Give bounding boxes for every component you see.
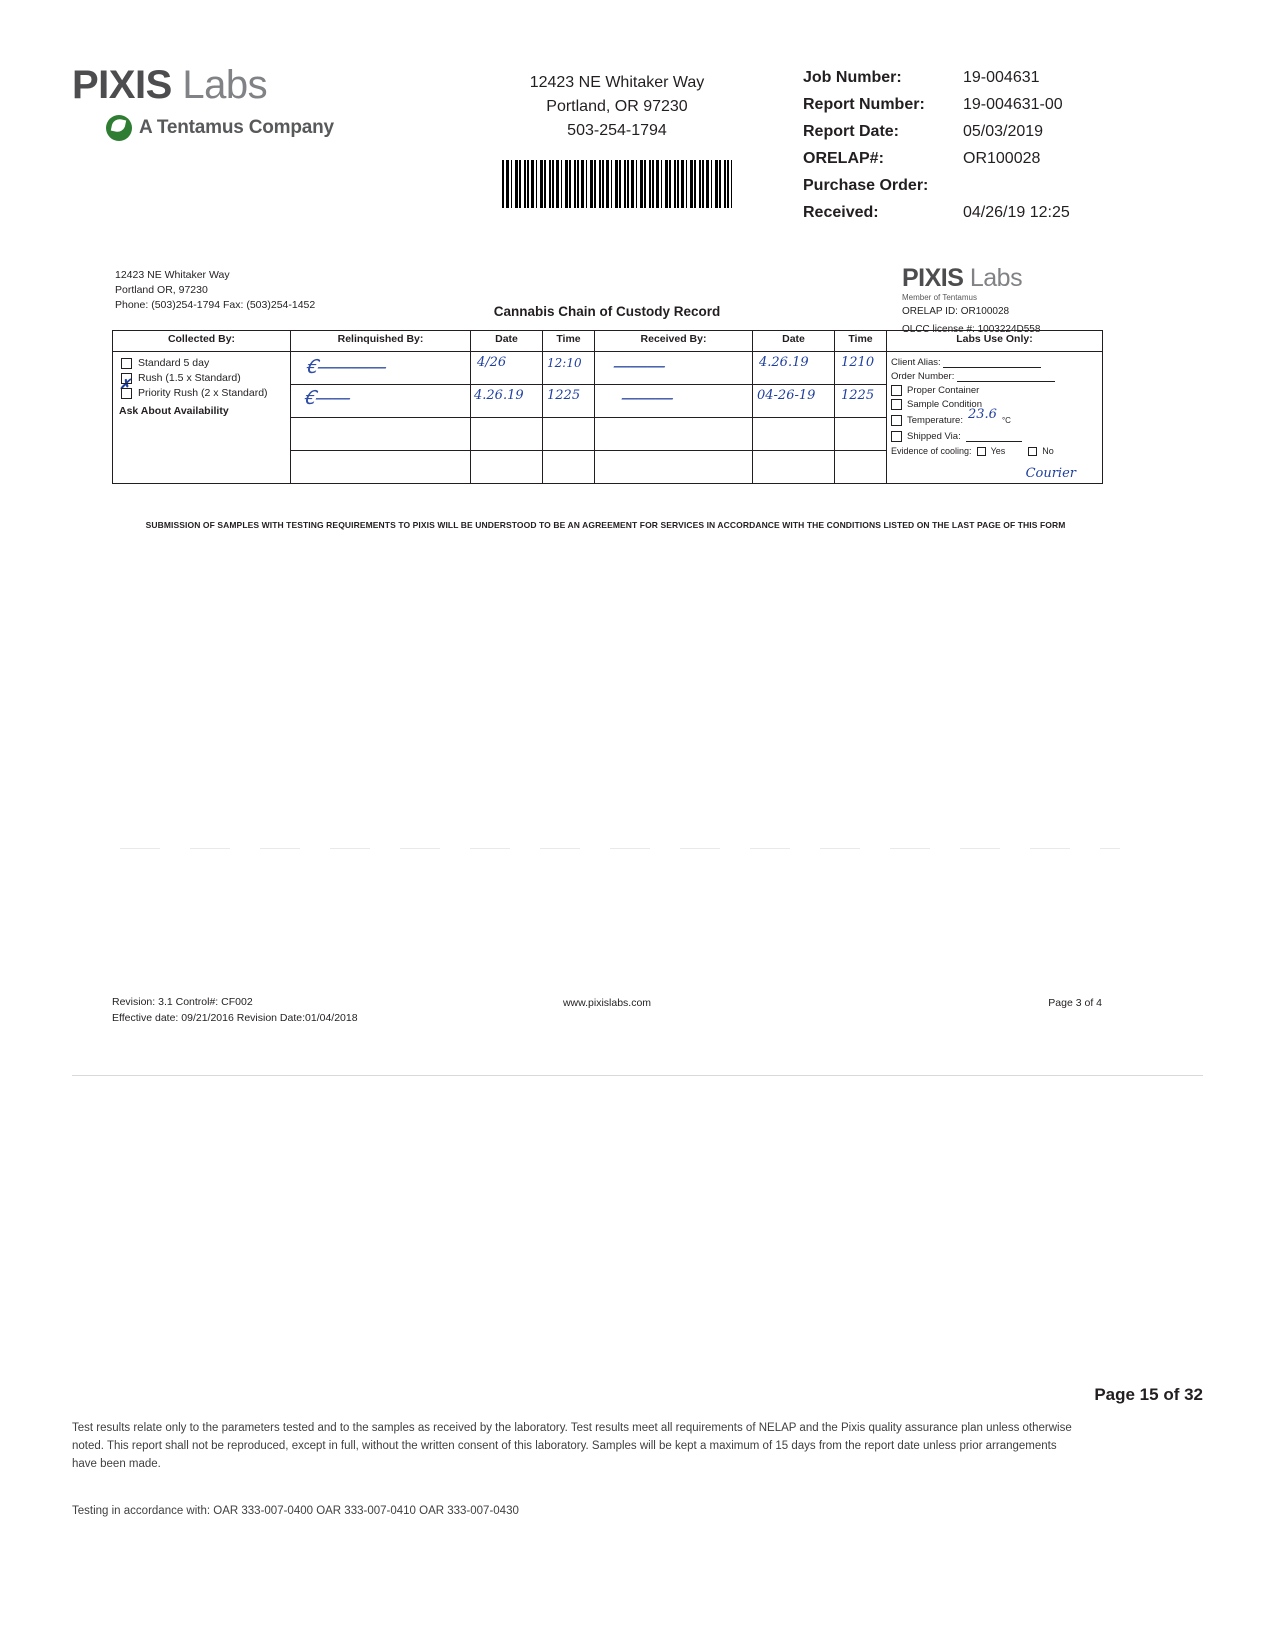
- option-rush[interactable]: [121, 372, 286, 384]
- labs-sample-condition[interactable]: [891, 399, 1098, 410]
- logo-wordmark: [72, 65, 412, 105]
- coc-header: [112, 264, 1102, 335]
- cell-relinquished-time-3[interactable]: [543, 418, 595, 451]
- signature-received-2: ———: [618, 387, 675, 409]
- option-label: Priority Rush (2 x Standard): [138, 387, 268, 399]
- cell-received-date-4[interactable]: [753, 451, 835, 484]
- meta-label: Job Number:: [803, 69, 902, 86]
- cell-relinquished-time-1[interactable]: [543, 352, 595, 385]
- checkbox-temperature[interactable]: [891, 415, 902, 426]
- client-alias-rule: [943, 358, 1041, 368]
- col-time-1: Time: [543, 331, 595, 352]
- coc-logo: [902, 266, 1102, 337]
- footer-divider: [72, 1075, 1203, 1076]
- coc-revision-line-1: Revision: 3.1 Control#: CF002: [112, 996, 253, 1008]
- ink-relinquished-time-1: 12:10: [547, 356, 582, 370]
- ink-received-date-2: 04-26-19: [757, 388, 816, 403]
- logo-brand-main: PIXIS: [72, 63, 172, 107]
- cell-relinquished-signature-1[interactable]: [291, 352, 471, 385]
- client-alias-label: Client Alias:: [891, 357, 941, 368]
- page-number: Page 15 of 32: [1094, 1385, 1203, 1404]
- labs-client-alias[interactable]: [891, 357, 1098, 368]
- labs-proper-container[interactable]: [891, 385, 1098, 396]
- col-date-1: Date: [471, 331, 543, 352]
- temperature-unit: °C: [1001, 416, 1011, 425]
- cell-received-date-3[interactable]: [753, 418, 835, 451]
- leaf-icon: [106, 115, 132, 141]
- cell-received-time-4[interactable]: [835, 451, 887, 484]
- labs-order-number[interactable]: [891, 371, 1098, 382]
- coc-address-street: 12423 NE Whitaker Way: [115, 269, 230, 281]
- ink-relinquished-date-1: 4/26: [477, 355, 507, 370]
- coc-logo-brand-main: PIXIS: [902, 264, 964, 292]
- checkbox-cooling-yes[interactable]: [977, 447, 986, 456]
- scan-artifact-line: [120, 848, 1120, 849]
- logo-tagline: A Tentamus Company: [139, 117, 334, 138]
- col-labs-use-only: Labs Use Only:: [887, 331, 1103, 352]
- cell-received-date-1[interactable]: [753, 352, 835, 385]
- cell-received-signature-4[interactable]: [595, 451, 753, 484]
- ink-relinquished-time-2: 1225: [547, 388, 581, 403]
- meta-value: [963, 177, 1203, 195]
- cell-relinquished-date-2[interactable]: [471, 385, 543, 418]
- cooling-label: Evidence of cooling:: [891, 446, 972, 456]
- checkbox-sample-condition[interactable]: [891, 399, 902, 410]
- option-label: Standard 5 day: [138, 357, 210, 369]
- lab-address: [472, 71, 762, 143]
- checkbox-priority-rush[interactable]: [121, 388, 132, 399]
- checkbox-rush[interactable]: [121, 373, 132, 384]
- footer-disclaimer: Test results relate only to the parameters tested and to the samples as received by the laboratory. Test results meet all requirements of NELAP and the Pixis quality assurance plan unless otherwise noted. This report shall not be reproduced, except in full, without the written consent of this laboratory. Samples will be kept a maximum of 15 days from the report date unless prior arrangements have been made.: [72, 1422, 1072, 1470]
- cell-relinquished-signature-3[interactable]: [291, 418, 471, 451]
- cell-received-time-2[interactable]: [835, 385, 887, 418]
- signature-received-1: ———: [610, 355, 667, 377]
- meta-label: Purchase Order:: [803, 177, 929, 194]
- option-label: Rush (1.5 x Standard): [138, 372, 241, 384]
- checkbox-standard[interactable]: [121, 358, 132, 369]
- cell-relinquished-time-2[interactable]: [543, 385, 595, 418]
- ask-about-availability: Ask About Availability: [119, 405, 229, 417]
- cell-received-signature-1[interactable]: [595, 352, 753, 385]
- logo-brand-sub: Labs: [182, 63, 268, 107]
- shipped-via-rule: [966, 432, 1022, 442]
- meta-row-report-date: [803, 123, 1203, 141]
- cell-received-signature-3[interactable]: [595, 418, 753, 451]
- coc-title: Cannabis Chain of Custody Record: [493, 304, 721, 319]
- ink-shipped-via-value: Courier: [1025, 466, 1076, 481]
- ink-relinquished-date-2: 4.26.19: [474, 388, 524, 403]
- footer-testing-accordance: Testing in accordance with: OAR 333-007-0400 OAR 333-007-0410 OAR 333-007-0430: [72, 1505, 519, 1517]
- meta-value: OR100028: [963, 150, 1041, 167]
- cell-relinquished-signature-4[interactable]: [291, 451, 471, 484]
- report-meta: [803, 69, 1203, 231]
- coc-table: [112, 330, 1103, 484]
- cell-received-time-1[interactable]: [835, 352, 887, 385]
- cell-received-signature-2[interactable]: [595, 385, 753, 418]
- meta-value: 19-004631-00: [963, 96, 1063, 113]
- coc-table-header-row: [113, 331, 1103, 352]
- cell-collected-by: [113, 352, 291, 484]
- labs-temperature[interactable]: [891, 407, 1098, 428]
- cell-labs-use-only: [887, 352, 1103, 484]
- coc-page-number: Page 3 of 4: [1048, 997, 1102, 1009]
- ink-received-date-1: 4.26.19: [759, 355, 809, 370]
- coc-logo-wordmark: [902, 266, 1102, 291]
- col-received-by: Received By:: [595, 331, 753, 352]
- meta-value: 19-004631: [963, 69, 1040, 86]
- col-relinquished-by: Relinquished By:: [291, 331, 471, 352]
- meta-value: 05/03/2019: [963, 123, 1044, 140]
- lab-address-phone: 503-254-1794: [567, 122, 667, 139]
- meta-label: ORELAP#:: [803, 150, 884, 167]
- labs-check-label: Sample Condition: [907, 399, 982, 410]
- order-number-rule: [957, 372, 1055, 382]
- labs-check-label: Proper Container: [907, 385, 980, 396]
- cooling-no-label: No: [1042, 446, 1054, 456]
- logo-tagline-row: [72, 115, 412, 141]
- cell-relinquished-date-1[interactable]: [471, 352, 543, 385]
- pixis-logo: [72, 65, 412, 141]
- meta-row-job-number: [803, 69, 1203, 87]
- order-number-label: Order Number:: [891, 371, 955, 382]
- ink-check-standard: ✗: [119, 377, 131, 393]
- coc-address-city: Portland OR, 97230: [115, 284, 208, 297]
- meta-row-report-number: [803, 96, 1203, 114]
- col-collected-by: Collected By:: [113, 331, 291, 352]
- signature-relinquished-2: €——: [302, 387, 352, 409]
- ink-temperature-value: 23.6: [967, 407, 997, 422]
- col-date-2: Date: [753, 331, 835, 352]
- cooling-yes-label: Yes: [990, 446, 1006, 456]
- submission-note: SUBMISSION OF SAMPLES WITH TESTING REQUIREMENTS TO PIXIS WILL BE UNDERSTOOD TO BE AN AGREEMENT FOR SERVICES IN ACCORDANCE WITH THE CONDITIONS LISTED ON THE LAST PAGE OF THIS FORM: [145, 520, 1066, 530]
- checkbox-proper-container[interactable]: [891, 385, 902, 396]
- ink-received-time-2: 1225: [841, 388, 875, 403]
- coc-olcc-license: OLCC license #: 1003224D558: [902, 323, 1041, 335]
- chain-of-custody-form: [112, 264, 1102, 484]
- labs-check-label: Temperature:: [907, 415, 963, 426]
- meta-row-purchase-order: [803, 177, 1203, 195]
- cell-relinquished-time-4[interactable]: [543, 451, 595, 484]
- coc-revision-line-2: Effective date: 09/21/2016 Revision Date:01/04/2018: [112, 1011, 358, 1024]
- labs-check-label: Shipped Via:: [907, 431, 961, 442]
- coc-orelap-id: ORELAP ID: OR100028: [902, 306, 1010, 317]
- meta-label: Received:: [803, 204, 879, 221]
- meta-row-received: [803, 204, 1203, 222]
- col-time-2: Time: [835, 331, 887, 352]
- ink-received-time-1: 1210: [841, 355, 875, 370]
- table-row: [113, 352, 1103, 385]
- option-priority-rush[interactable]: [121, 387, 286, 399]
- meta-value: 04/26/19 12:25: [963, 204, 1070, 221]
- cell-received-time-3[interactable]: [835, 418, 887, 451]
- meta-label: Report Number:: [803, 96, 925, 113]
- coc-website[interactable]: www.pixislabs.com: [562, 997, 652, 1009]
- labs-evidence-of-cooling[interactable]: [891, 446, 1098, 456]
- barcode-image: [502, 160, 732, 208]
- cell-received-date-2[interactable]: [753, 385, 835, 418]
- lab-address-street: 12423 NE Whitaker Way: [529, 74, 705, 91]
- meta-label: Report Date:: [803, 123, 900, 140]
- coc-logo-member: Member of Tentamus: [902, 293, 977, 302]
- coc-logo-brand-sub: Labs: [969, 264, 1023, 292]
- report-header: [72, 55, 1203, 255]
- cell-relinquished-date-4[interactable]: [471, 451, 543, 484]
- coc-address-phone: Phone: (503)254-1794 Fax: (503)254-1452: [115, 299, 316, 312]
- lab-address-city: Portland, OR 97230: [546, 98, 688, 115]
- checkbox-shipped-via[interactable]: [891, 431, 902, 442]
- cell-relinquished-signature-2[interactable]: [291, 385, 471, 418]
- checkbox-cooling-no[interactable]: [1028, 447, 1037, 456]
- signature-relinquished-1: €————: [304, 356, 388, 378]
- meta-row-orelap: [803, 150, 1203, 168]
- cell-relinquished-date-3[interactable]: [471, 418, 543, 451]
